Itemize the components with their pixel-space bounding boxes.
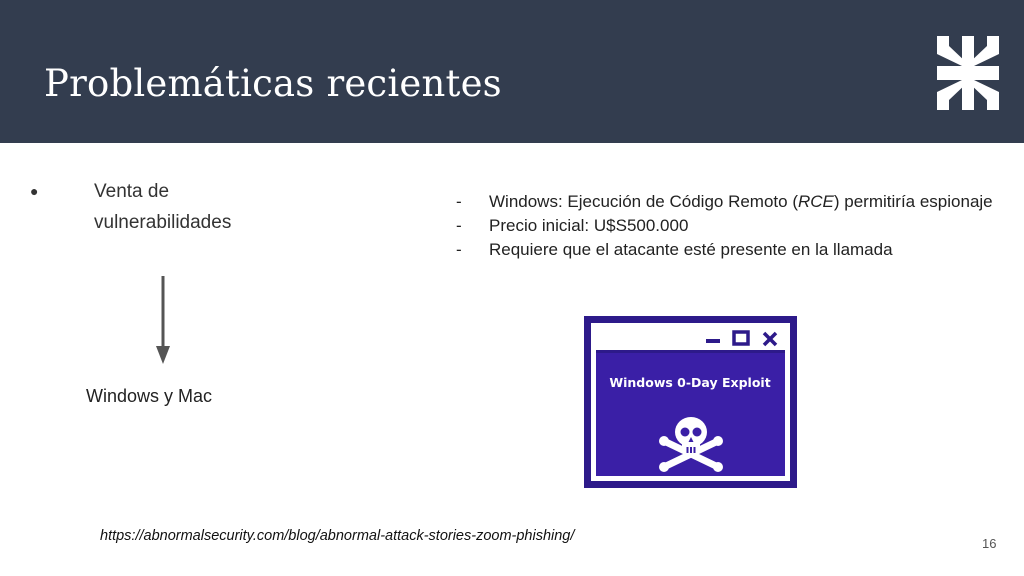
- utn-logo-icon: [937, 36, 999, 110]
- exploit-caption: Windows 0-Day Exploit: [609, 375, 771, 390]
- list-marker: -: [456, 216, 462, 235]
- list-marker: -: [456, 240, 462, 259]
- slide-header: [0, 0, 1024, 143]
- rce-emphasis: RCE: [797, 192, 834, 211]
- source-link[interactable]: https://abnormalsecurity.com/blog/abnormal-attack-stories-zoom-phishing/: [100, 528, 575, 544]
- exploit-window-image: [584, 316, 797, 488]
- arrow-down-icon: [150, 276, 176, 368]
- list-marker: -: [456, 192, 462, 211]
- left-bullet-text: Venta de vulnerabilidades: [94, 181, 232, 233]
- right-bullet-list: [456, 190, 996, 262]
- list-item: - Requiere que el atacante esté presente en la llamada: [456, 238, 996, 262]
- window-minimize-icon: [706, 339, 720, 343]
- slide-title: Problemáticas recientes: [44, 62, 502, 105]
- page-number: 16: [982, 536, 997, 551]
- arrow-target-label: Windows y Mac: [86, 386, 213, 406]
- left-bullet: [30, 176, 290, 238]
- list-item: - Precio inicial: U$S500.000: [456, 214, 996, 238]
- list-item: - Windows: Ejecución de Código Remoto (RCE) permitiría espionaje: [456, 190, 996, 214]
- bullet-marker: ●: [30, 183, 39, 199]
